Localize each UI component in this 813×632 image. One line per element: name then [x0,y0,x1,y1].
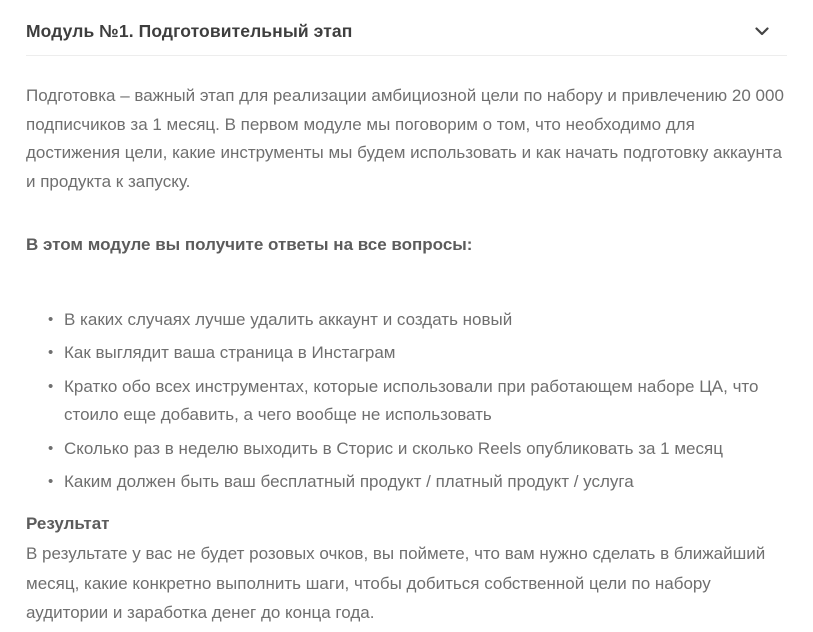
result-block [26,510,787,628]
list-item: • Кратко обо всех инструментах, которые использовали при работающем наборе ЦА, что стоило еще добавить, а чего вообще не использовать [64,373,787,430]
result-heading: Результат [26,513,110,533]
module-intro-paragraph: Подготовка – важный этап для реализации амбициозной цели по набору и привлечению 20 000 подписчиков за 1 месяц. В первом модуле мы поговорим о том, что необходимо для достижения цели, какие инструменты мы будем использовать и как начать подготовку аккаунта и продукта к запуску. [26,86,784,191]
result-paragraph: В результате у вас не будет розовых очков, вы поймете, что вам нужно сделать в ближайший месяц, какие конкретно выполнить шаги, чтобы добиться собственной цели по набору аудитории и заработка денег до конца года. [26,544,766,622]
list-item: • Каким должен быть ваш бесплатный продукт / платный продукт / услуга [64,468,787,497]
list-item: • Сколько раз в неделю выходить в Сторис и сколько Reels опубликовать за 1 месяц [64,435,787,464]
questions-heading: В этом модуле вы получите ответы на все вопросы: [26,235,473,254]
chevron-down-icon[interactable] [753,23,771,41]
accordion-header[interactable] [26,0,787,56]
questions-list [26,306,787,497]
list-item: • В каких случаях лучше удалить аккаунт и создать новый [64,306,787,335]
module-title: Модуль №1. Подготовительный этап [26,21,353,41]
list-item: • Как выглядит ваша страница в Инстаграм [64,339,787,368]
